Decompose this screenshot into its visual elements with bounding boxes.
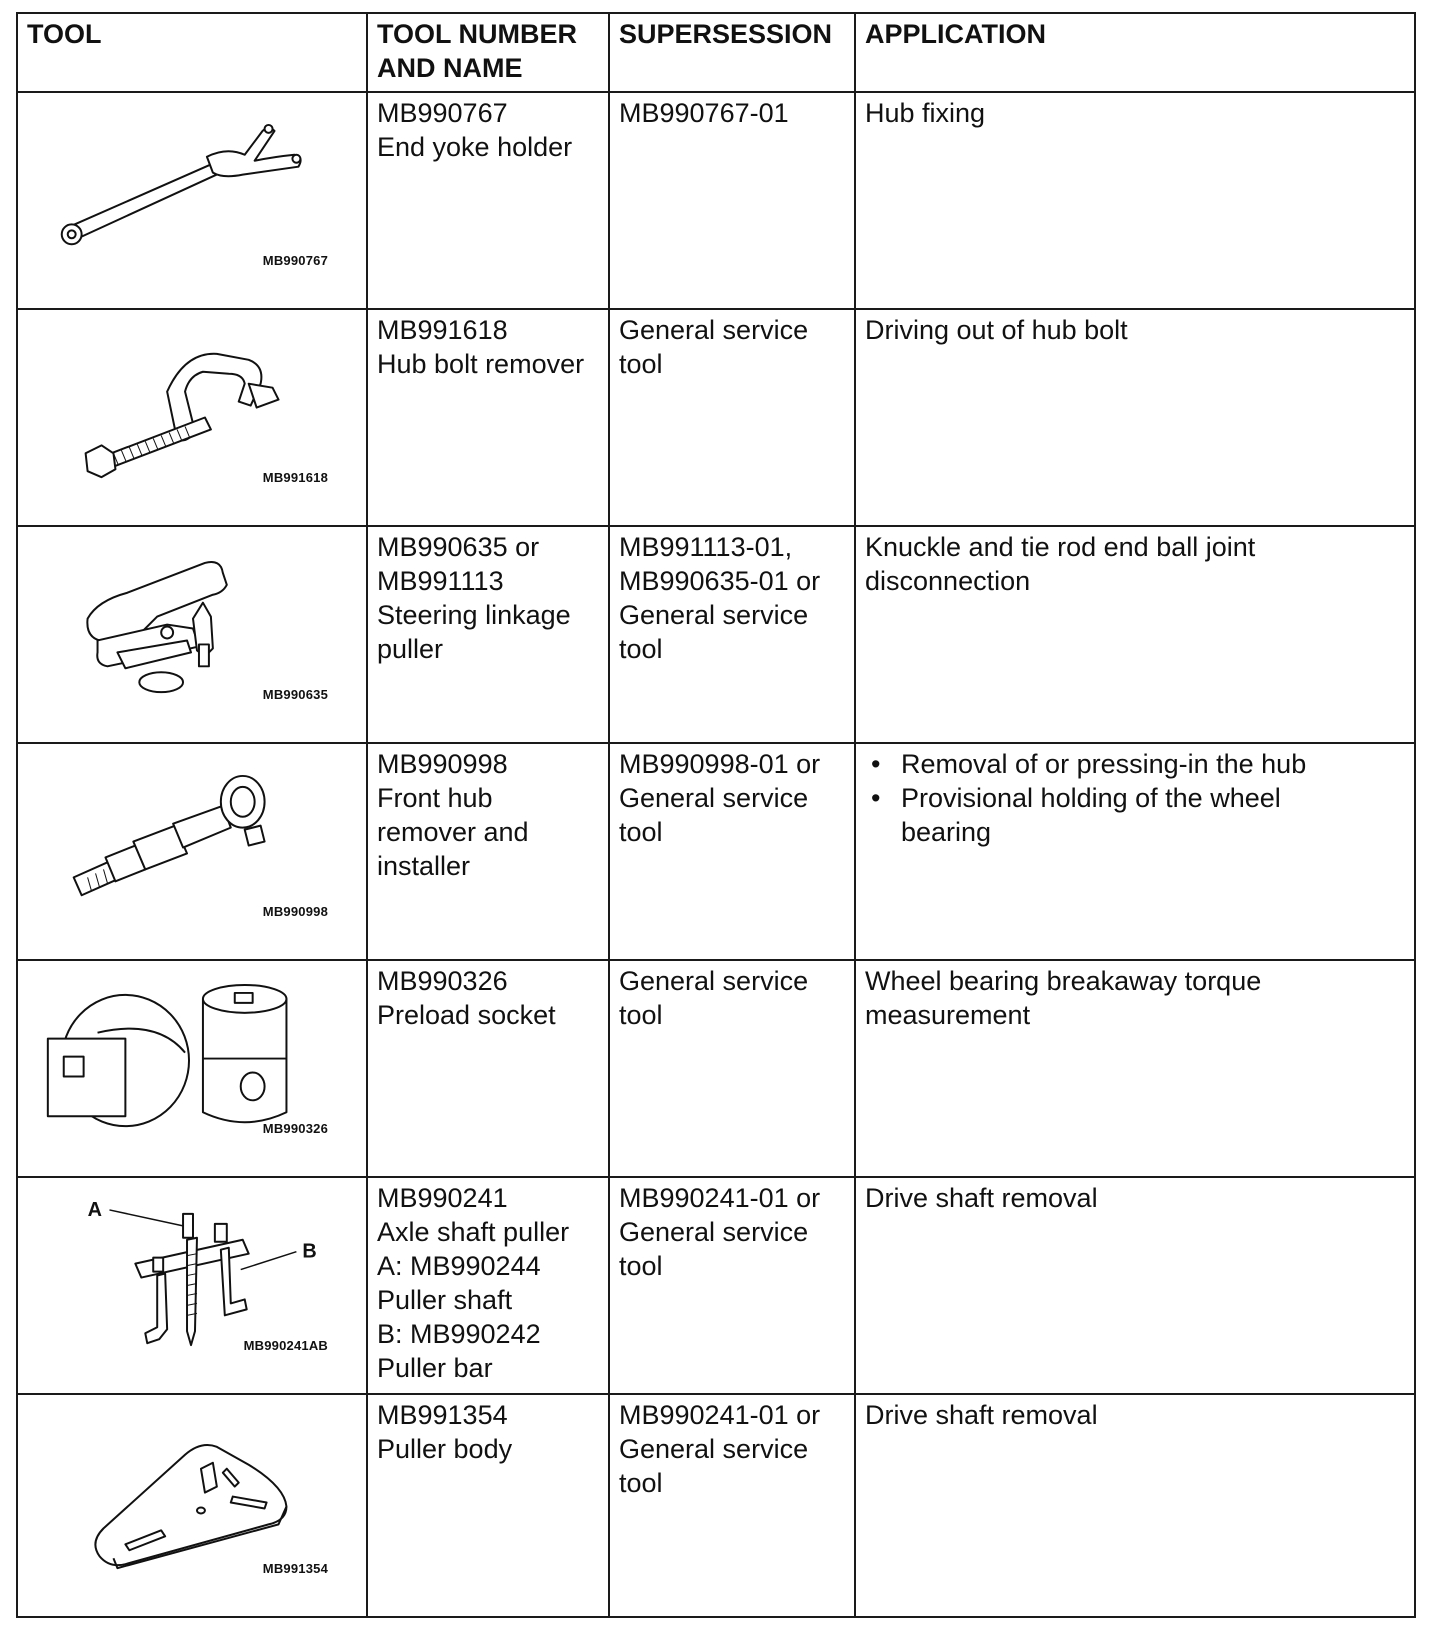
tool-number-and-name-cell: MB991618 Hub bolt remover <box>367 309 609 526</box>
tool-drawing-label: MB990326 <box>262 1121 328 1136</box>
tool-number-and-name-cell: MB990241 Axle shaft puller A: MB990244 Puller shaft B: MB990242 Puller bar <box>367 1177 609 1394</box>
table-row <box>17 92 1415 309</box>
tool-illustration-cell <box>17 1394 367 1617</box>
application-cell: Driving out of hub bolt <box>855 309 1415 526</box>
header-supersession: SUPERSESSION <box>609 13 855 92</box>
tool-illustration-cell <box>17 1177 367 1394</box>
supersession-cell: General service tool <box>609 309 855 526</box>
table-row <box>17 960 1415 1177</box>
supersession-cell: MB990998-01 or General service tool <box>609 743 855 960</box>
application-cell <box>855 743 1415 960</box>
special-tools-table <box>16 12 1416 1618</box>
application-cell: Knuckle and tie rod end ball joint disconnection <box>855 526 1415 743</box>
table-row <box>17 1394 1415 1617</box>
tool-number-and-name-cell: MB990767 End yoke holder <box>367 92 609 309</box>
supersession-cell: MB990241-01 or General service tool <box>609 1177 855 1394</box>
tool-number-and-name-cell: MB990998 Front hub remover and installer <box>367 743 609 960</box>
tool-illustration-cell <box>17 743 367 960</box>
tool-drawing-label: MB990998 <box>262 904 328 919</box>
table-row <box>17 1177 1415 1394</box>
tool-illustration-cell <box>17 92 367 309</box>
list-item: • Provisional holding of the wheel bearing <box>865 781 1407 849</box>
tool-illustration-cell <box>17 960 367 1177</box>
application-cell: Drive shaft removal <box>855 1394 1415 1617</box>
tool-drawing-label: MB991354 <box>262 1561 328 1576</box>
header-tool: TOOL <box>17 13 367 92</box>
tool-number-and-name-cell: MB991354 Puller body <box>367 1394 609 1617</box>
supersession-cell: MB991113-01, MB990635-01 or General service tool <box>609 526 855 743</box>
header-row <box>17 13 1415 92</box>
header-application: APPLICATION <box>855 13 1415 92</box>
tool-illustration-cell <box>17 309 367 526</box>
table-row <box>17 526 1415 743</box>
tool-drawing-label: MB990635 <box>262 687 328 702</box>
tool-number-and-name-cell: MB990326 Preload socket <box>367 960 609 1177</box>
tool-drawing-label: MB991618 <box>262 470 328 485</box>
tool-drawing-label: MB990241AB <box>243 1338 328 1353</box>
header-tool-number-and-name: TOOL NUMBER AND NAME <box>367 13 609 92</box>
application-bullet-list <box>865 747 1407 849</box>
tool-illustration-cell <box>17 526 367 743</box>
supersession-cell: MB990767-01 <box>609 92 855 309</box>
list-item: • Removal of or pressing-in the hub <box>865 747 1407 781</box>
application-cell: Hub fixing <box>855 92 1415 309</box>
tool-drawing-label: MB990767 <box>262 253 328 268</box>
application-cell: Drive shaft removal <box>855 1177 1415 1394</box>
table-row <box>17 309 1415 526</box>
callout-b-label: B <box>302 1240 317 1263</box>
table-row <box>17 743 1415 960</box>
tool-number-and-name-cell: MB990635 or MB991113 Steering linkage puller <box>367 526 609 743</box>
supersession-cell: General service tool <box>609 960 855 1177</box>
application-cell: Wheel bearing breakaway torque measurement <box>855 960 1415 1177</box>
callout-a-label: A <box>87 1198 102 1221</box>
supersession-cell: MB990241-01 or General service tool <box>609 1394 855 1617</box>
